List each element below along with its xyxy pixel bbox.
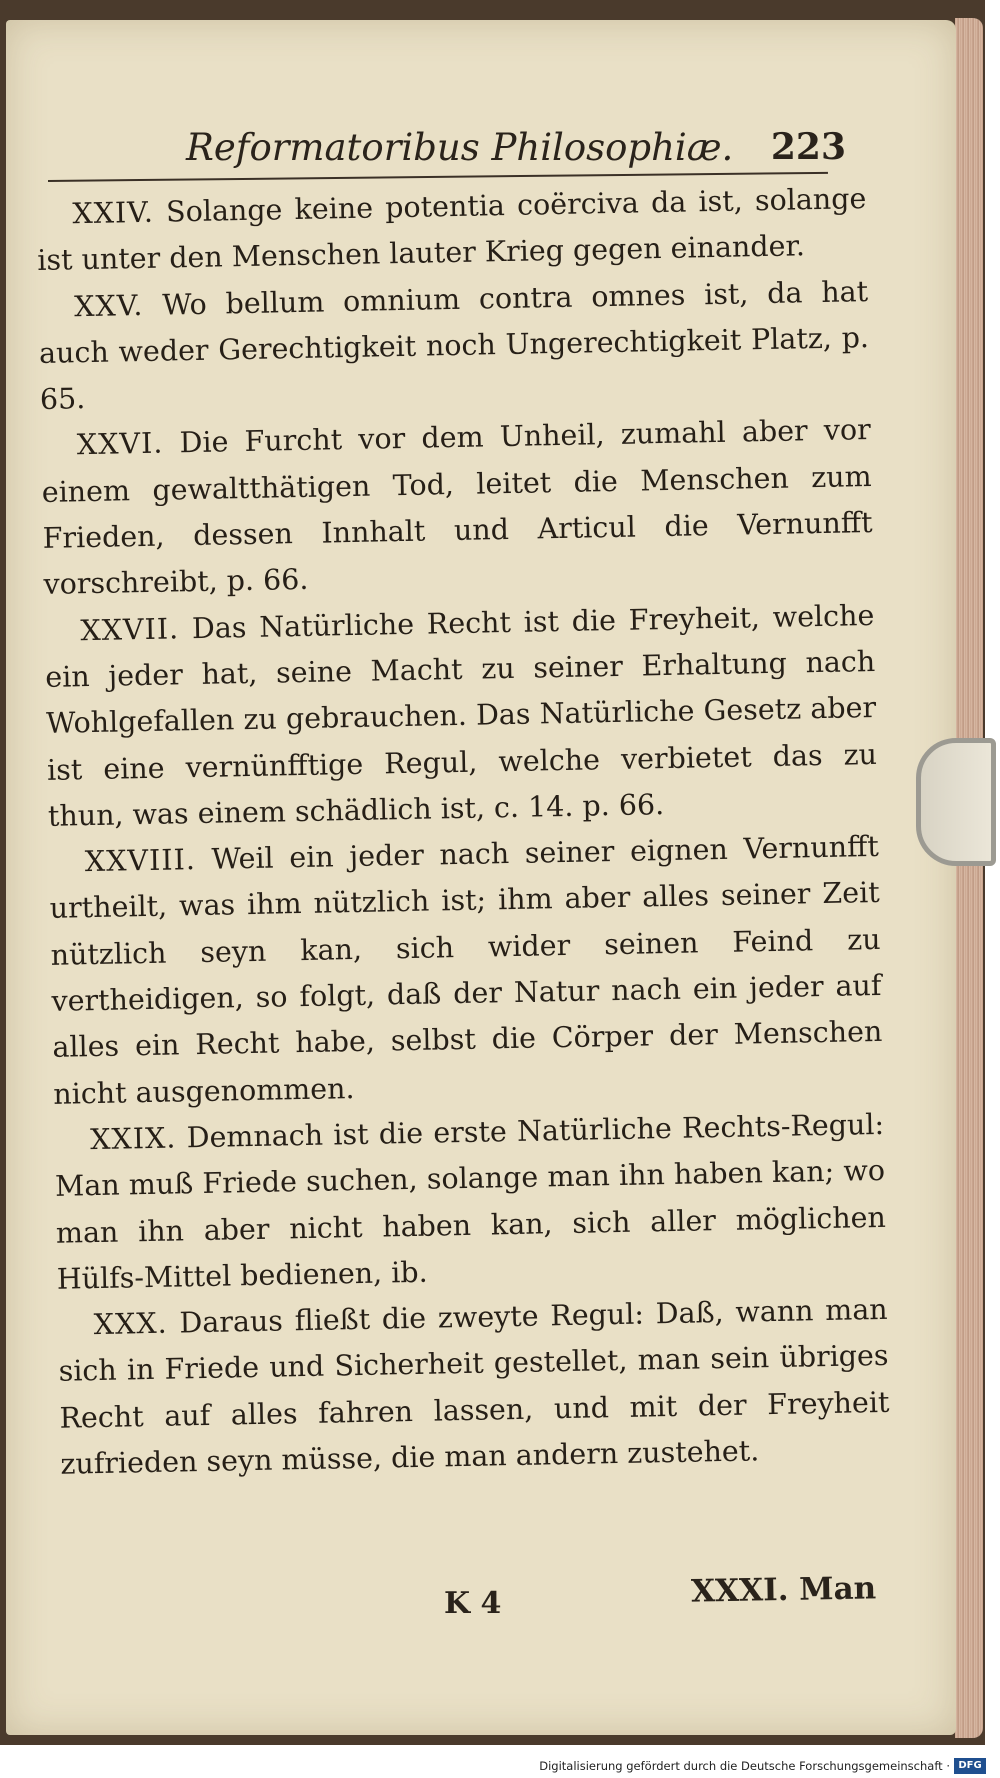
paragraph-xxiv	[36, 176, 868, 285]
paragraph-xxix	[54, 1102, 887, 1303]
paragraph-xxvii	[44, 593, 878, 840]
paragraph-xxviii	[48, 824, 883, 1118]
dfg-logo-icon: DFG	[954, 1758, 986, 1774]
paragraph-number: XXVII.	[80, 612, 180, 647]
paragraph-number: XXV.	[73, 288, 144, 323]
page-number: 223	[770, 126, 846, 168]
paragraph-text: Wo bellum omnium contra omnes ist, da hat auch weder Gerechtigkeit noch Ungerechtigkeit Platz, p. 65.	[38, 274, 870, 417]
paragraph-text: Daraus fließt die zweyte Regul: Daß, wann man sich in Friede und Sicherheit gestellet, man sein übriges Recht auf alles fahren lassen, und mit der Freyheit zufrieden seyn müsse, die man andern zustehet.	[58, 1292, 890, 1481]
page-header	[186, 126, 846, 176]
page-edges	[955, 18, 983, 1738]
signature-mark: K 4	[444, 1586, 502, 1621]
body-text	[36, 176, 891, 1488]
catchword: XXXI. Man	[690, 1570, 877, 1610]
paragraph-text: Solange keine potentia coërciva da ist, solange ist unter den Menschen lauter Krieg gegen einander.	[37, 182, 867, 278]
paragraph-text: Die Furcht vor dem Unheil, zumahl aber vor einem gewaltthätigen Tod, leitet die Menschen zum Frieden, dessen Innhalt und Articul die Vernunfft vorschreibt, p. 66.	[41, 413, 873, 602]
credit-bar	[0, 1756, 1000, 1778]
funding-credit: Digitalisierung gefördert durch die Deutsche Forschungsgemeinschaft ·	[539, 1759, 950, 1773]
paragraph-text: Demnach ist die erste Natürliche Rechts-Regul: Man muß Friede suchen, solange man ihn haben kan; wo man ihn aber nicht haben kan, sich aller möglichen Hülfs-Mittel bedienen, ib.	[54, 1107, 887, 1296]
paragraph-xxx	[57, 1287, 890, 1488]
paragraph-text: Weil ein jeder nach seiner eignen Vernunfft urtheilt, was ihm nützlich ist; ihm aber alles seiner Zeit nützlich seyn kan, sich wider seinen Feind zu vertheidigen, so folgt, daß der Natur nach ein jeder auf alles ein Recht habe, selbst die Cörper der Menschen nicht ausgenommen.	[49, 830, 883, 1111]
book-clasp	[916, 738, 996, 866]
paragraph-text: Das Natürliche Recht ist die Freyheit, welche ein jeder hat, seine Macht zu seiner Erhaltung nach Wohlgefallen zu gebrauchen. Das Natürliche Gesetz aber ist eine vernünfftige Regul, welche verbietet das zu thun, was einem schädlich ist, c. 14. p. 66.	[45, 598, 878, 833]
book-page	[6, 20, 956, 1735]
paragraph-number: XXVIII.	[84, 843, 197, 879]
paragraph-number: XXIX.	[89, 1121, 177, 1157]
running-title: Reformatoribus Philosophiæ.	[186, 126, 734, 169]
paragraph-xxv	[38, 269, 871, 424]
paragraph-xxvi	[40, 408, 873, 609]
paragraph-number: XXVI.	[76, 427, 164, 462]
paragraph-number: XXX.	[93, 1306, 168, 1342]
paragraph-number: XXIV.	[72, 195, 155, 231]
page-footer	[436, 1572, 876, 1632]
